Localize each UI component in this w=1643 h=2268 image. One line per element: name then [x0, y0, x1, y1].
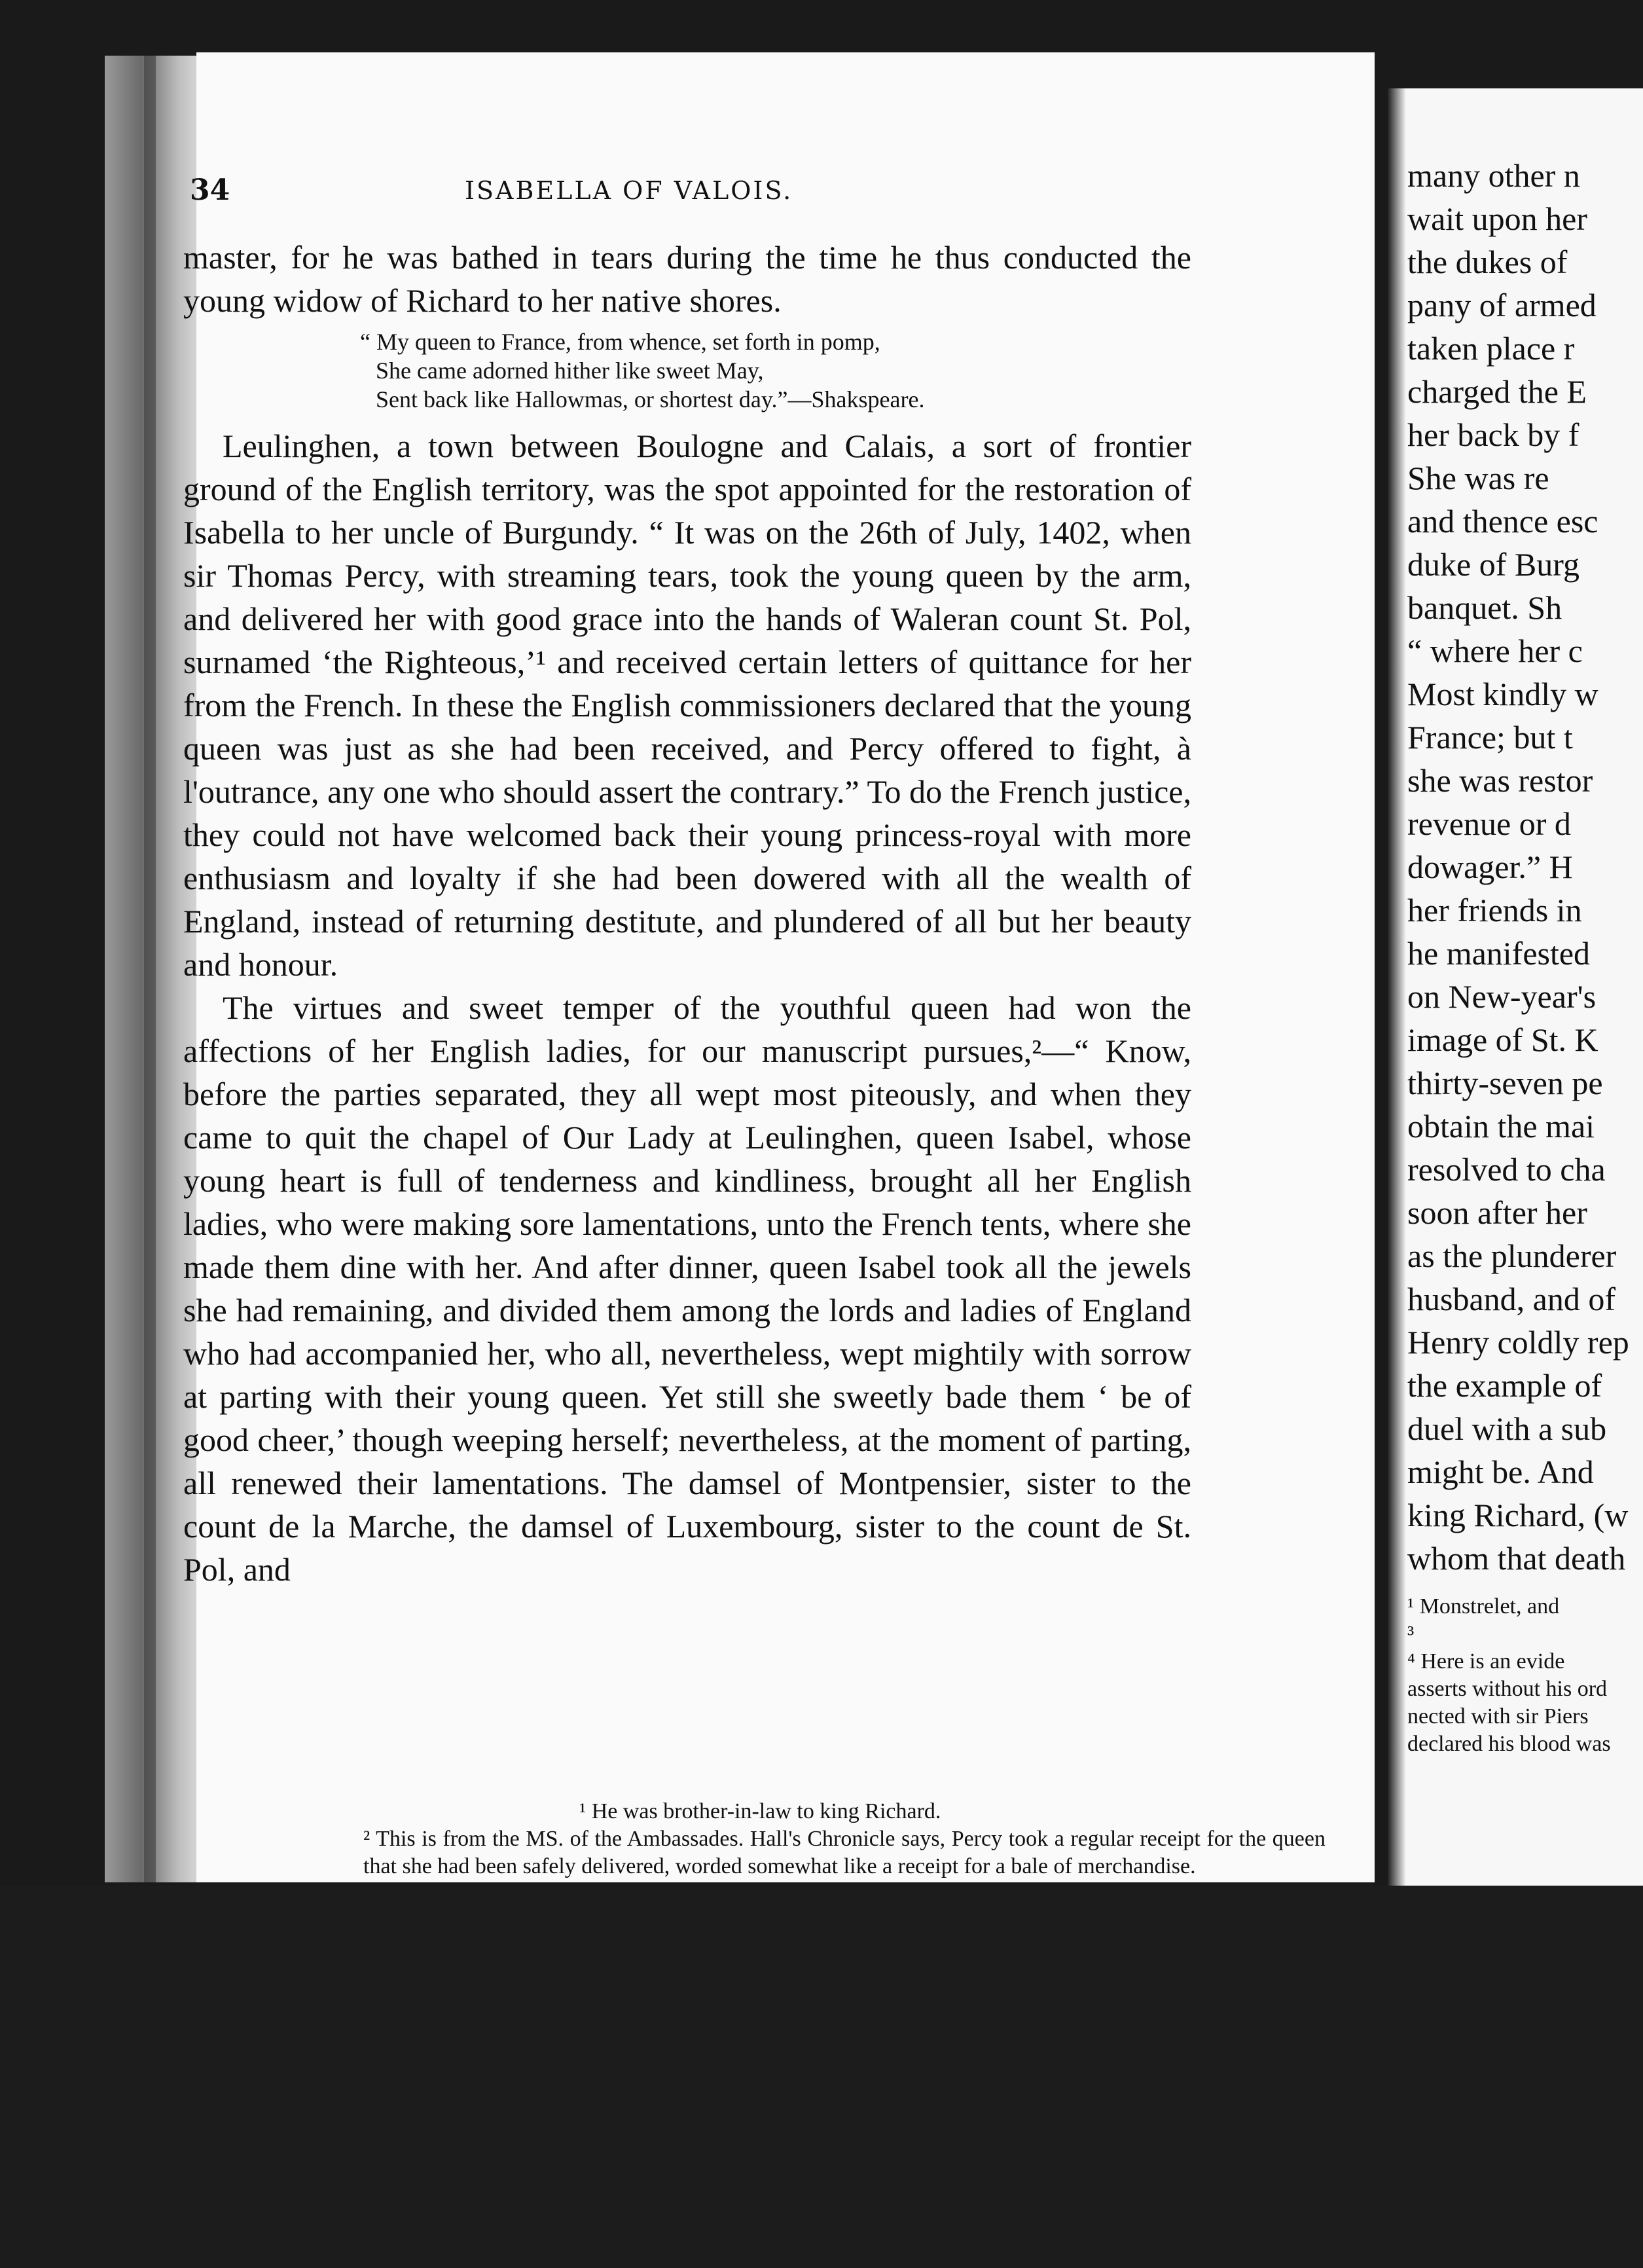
right-page-text [1407, 154, 1643, 1758]
right-page-footnote-line: nected with sir Piers [1407, 1704, 1589, 1728]
right-page-line: France; but t [1407, 719, 1573, 756]
right-page-line: “ where her c [1407, 632, 1583, 669]
right-page [1388, 88, 1643, 1886]
right-page-line: as the plunderer [1407, 1237, 1617, 1274]
right-page-line: king Richard, (w [1407, 1497, 1629, 1533]
verse-line: Sent back like Hallowmas, or shortest day.”—Shakspeare. [376, 386, 925, 412]
verse-quotation [360, 327, 1191, 414]
paragraph-leulinghen: Leulinghen, a town between Boulogne and Calais, a sort of frontier ground of the English territory, was the spot appointed for the restoration of Isabella to her uncle of Burgundy. “ It was on the 26th of July, 1402, when sir Thomas Percy, with streaming tears, took the young queen by the arm, and delivered her with good grace into the hands of Waleran count St. Pol, surnamed ‘the Righteous,’¹ and received certain letters of quittance for her from the French. In these the English commissioners declared that the young queen was just as she had been received, and Percy offered to fight, à l'outrance, any one who should assert the contrary.” To do the French justice, they could not have welcomed back their young princess-royal with more enthusiasm and loyalty if she had been dowered with all the wealth of England, instead of returning destitute, and plundered of all but her beauty and honour. [183, 428, 1191, 983]
right-page-line: revenue or d [1407, 805, 1571, 842]
footnotes [363, 1798, 1326, 1880]
right-page-footnotes [1407, 1593, 1643, 1758]
right-page-line: her back by f [1407, 416, 1580, 453]
right-page-line: charged the E [1407, 373, 1587, 410]
verse-line: She came adorned hither like sweet May, [376, 357, 764, 384]
right-page-footnote-line: asserts without his ord [1407, 1677, 1608, 1701]
right-page-line: the example of [1407, 1367, 1602, 1404]
right-page-line: the dukes of [1407, 244, 1568, 280]
right-page-line: and thence esc [1407, 503, 1598, 540]
right-page-line: Most kindly w [1407, 676, 1598, 712]
right-page-footnote-line: ³ [1407, 1622, 1415, 1646]
right-page-line: banquet. Sh [1407, 589, 1562, 626]
right-page-line: her friends in [1407, 892, 1582, 928]
right-page-line: thirty-seven pe [1407, 1065, 1603, 1101]
right-page-line: duel with a sub [1407, 1410, 1607, 1447]
main-text [183, 236, 1191, 1591]
right-page-line: image of St. K [1407, 1021, 1598, 1058]
right-page-line: husband, and of [1407, 1281, 1616, 1317]
right-page-footnote-line: declared his blood was [1407, 1732, 1611, 1756]
right-page-line: dowager.” H [1407, 849, 1573, 885]
right-page-line: taken place r [1407, 330, 1575, 367]
right-page-line: whom that death [1407, 1540, 1626, 1577]
right-page-line: many other n [1407, 157, 1580, 194]
paragraph-virtues: The virtues and sweet temper of the youthful queen had won the affections of her English ladies, for our manuscript pursues,²—“ Know, before the parties separated, they all wept most piteously, and when they came to quit the chapel of Our Lady at Leulinghen, queen Isabel, whose young heart is full of tenderness and kindliness, brought all her English ladies, who were making sore lamentations, unto the French tents, where she made them dine with her. And after dinner, queen Isabel took all the jewels she had remaining, and divided them among the lords and ladies of England who had accompanied her, who all, nevertheless, wept mightily with sorrow at parting with their young queen. Yet still she sweetly bade them ‘ be of good cheer,’ though weeping herself; nevertheless, at the moment of parting, all renewed their lamentations. The damsel of Montpensier, sister to the count de la Marche, the damsel of Luxembourg, sister to the count de St. Pol, and [183, 989, 1191, 1588]
verse-line: “ My queen to France, from whence, set forth in pomp, [360, 329, 880, 355]
right-page-line: obtain the mai [1407, 1108, 1595, 1144]
right-page-line: soon after her [1407, 1194, 1587, 1231]
right-page-line: wait upon her [1407, 200, 1587, 237]
right-page-line: She was re [1407, 460, 1549, 496]
right-page-line: duke of Burg [1407, 546, 1580, 583]
running-head-title: ISABELLA OF VALOIS. [465, 176, 793, 205]
right-page-line: on New-year's [1407, 978, 1597, 1015]
page-number: 34 [190, 174, 230, 207]
right-page-line: she was restor [1407, 762, 1593, 799]
right-page-footnote-line: ⁴ Here is an evide [1407, 1649, 1565, 1674]
right-page-lines [1407, 154, 1643, 1580]
right-page-footnote-line: ¹ Monstrelet, and [1407, 1594, 1560, 1619]
right-page-line: pany of armed [1407, 287, 1597, 323]
intro-paragraph: master, for he was bathed in tears during the time he thus conducted the young widow of Richard to her native shores. [183, 239, 1191, 319]
right-page-line: might be. And [1407, 1454, 1594, 1490]
right-page-line: resolved to cha [1407, 1151, 1606, 1188]
footnote-1: ¹ He was brother-in-law to king Richard. [579, 1799, 941, 1823]
footnote-2: ² This is from the MS. of the Ambassades. Hall's Chronicle says, Percy took a regular receipt for the queen that she had been safely delivered, worded somewhat like a receipt for a bale of merchandise. [363, 1827, 1326, 1878]
right-page-line: he manifested [1407, 935, 1591, 972]
right-page-line: Henry coldly rep [1407, 1324, 1629, 1361]
running-head [190, 174, 1185, 219]
scan-background [0, 1886, 1643, 2268]
